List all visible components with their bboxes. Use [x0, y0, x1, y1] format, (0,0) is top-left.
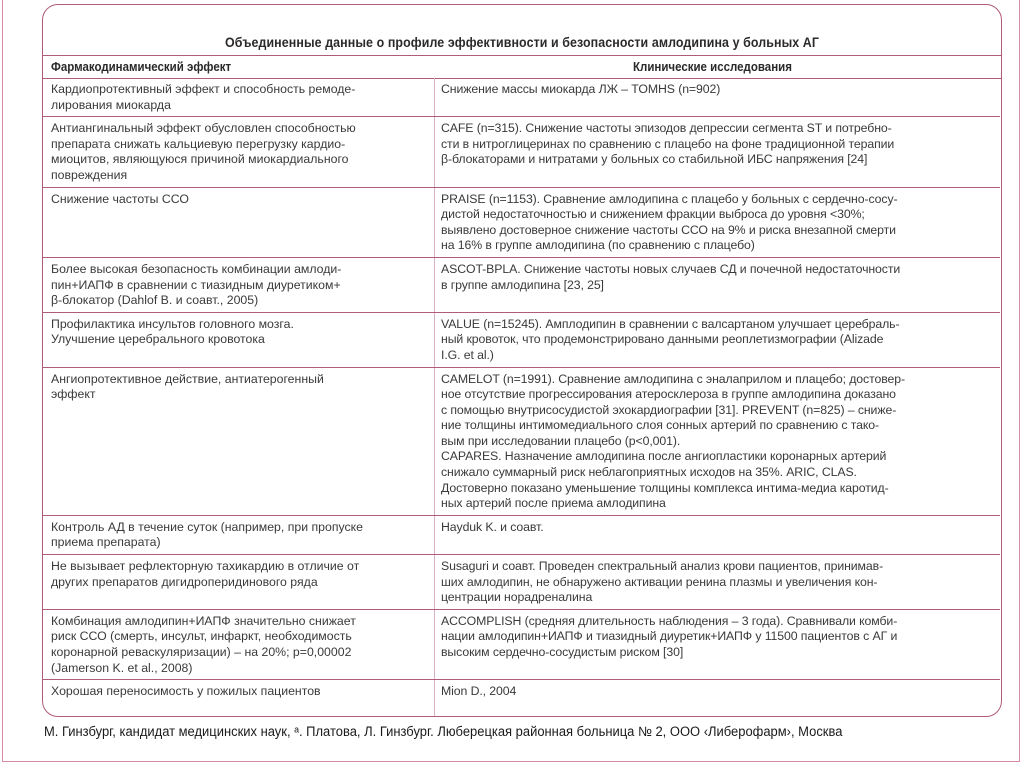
authors-footer: М. Гинзбург, кандидат медицинских наук, ᵃ. Платова, Л. Гинзбург. Люберецкая районная больница № 2, ООО ‹Либерофарм›, Москва	[44, 724, 843, 739]
table-row	[43, 515, 1000, 554]
column-header-effect: Фармакодинамический эффект	[51, 60, 232, 74]
cell-text-line: выявлено достоверное снижение частоты ССО на 9% и риска внезапной смерти	[441, 222, 896, 237]
studies-cell	[435, 78, 1001, 117]
cell-text-line: других препаратов дигидроперидинового ряда	[51, 574, 318, 589]
studies-cell	[435, 117, 1001, 187]
cell-text-line: Контроль АД в течение суток (например, при пропуске	[51, 519, 363, 534]
cell-text-line: Достоверно показано уменьшение толщины комплекса интима-медиа каротид-	[441, 480, 889, 495]
table-row	[43, 78, 1000, 117]
cell-text-line: лирования миокарда	[51, 97, 171, 112]
cell-text-line: ное отсутствие прогрессирования атеросклероза в группе амлодипина доказано	[441, 387, 896, 402]
cell-text-line: коронарной реваскуляризации) – на 20%; p=0,00002	[51, 645, 352, 659]
table-row	[43, 312, 1000, 367]
cell-text-line: Hayduk K. и соавт.	[441, 519, 544, 534]
cell-text-line: Susaguri и соавт. Проведен спектральный анализ крови пациентов, принимав-	[441, 559, 884, 574]
studies-cell	[435, 555, 1001, 610]
effect-cell	[43, 78, 435, 117]
cell-text-line: Комбинация амлодипин+ИАПФ значительно снижает	[51, 613, 356, 628]
cell-text-line: Mion D., 2004	[441, 684, 517, 699]
cell-text-line: ных артерий после приема амлодипина	[441, 496, 666, 511]
cell-text-line: на 16% в группе амлодипина (по сравнению с плацебо)	[441, 238, 755, 253]
cell-text-line: CAFE (n=315). Снижение частоты эпизодов депрессии сегмента ST и потребно-	[441, 121, 892, 136]
table-row	[43, 117, 1000, 187]
studies-cell	[435, 367, 1001, 515]
cell-text-line: ASCOT-BPLA. Снижение частоты новых случаев СД и почечной недостаточности	[441, 261, 901, 276]
cell-text-line: β-блокатор (Dahlof B. и соавт., 2005)	[51, 293, 259, 308]
effect-cell	[43, 257, 435, 312]
effect-cell	[43, 187, 435, 257]
studies-cell	[435, 312, 1001, 367]
table-row	[43, 367, 1000, 515]
cell-text-line	[441, 700, 994, 716]
effect-cell	[43, 367, 435, 515]
studies-cell	[435, 680, 1001, 717]
cell-text-line: I.G. et al.)	[441, 347, 494, 362]
column-header-studies: Клинические исследования	[633, 60, 792, 74]
table-title: Объединенные данные о профиле эффективности и безопасности амлодипина у больных АГ	[224, 35, 820, 50]
effect-cell	[43, 555, 435, 610]
cell-text-line: Антиангинальный эффект обусловлен способностью	[51, 121, 356, 136]
cell-text-line: препарата снижать кальциевую перегрузку кардио-	[51, 136, 346, 151]
cell-text-line: нации амлодипин+ИАПФ и тиазидный диуретик+ИАПФ у 11500 пациентов с АГ и	[441, 629, 898, 644]
effect-cell	[43, 312, 435, 367]
cell-text-line: VALUE (n=15245). Амплодипин в сравнении с валсартаном улучшает церебраль-	[441, 316, 900, 331]
cell-text-line: риск ССО (смерть, инсульт, инфаркт, необходимость	[51, 629, 352, 644]
cell-text-line: эффект	[51, 387, 96, 402]
cell-text-line: снижало суммарный риск неблагоприятных исходов на 35%. ARIC, CLAS.	[441, 465, 857, 480]
cell-text-line: ших амлодипин, не обнаружено активации ренина плазмы и увеличения кон-	[441, 574, 878, 589]
table-row	[43, 680, 1000, 717]
cell-text-line: высоким сердечно-сосудистым риском [30]	[441, 645, 684, 659]
cell-text-line: дистой недостаточностью и снижением фракции выброса до уровня <30%;	[441, 207, 865, 222]
cell-text-line: ный кровоток, что продемонстрировано данными реоплетизмографии (Alizade	[441, 332, 884, 347]
cell-text-line: пин+ИАПФ в сравнении с тиазидным диуретиком+	[51, 277, 341, 292]
cell-text-line: Улучшение церебрального кровотока	[51, 332, 265, 347]
table-row	[43, 555, 1000, 610]
cell-text-line: Хорошая переносимость у пожилых пациентов	[51, 684, 321, 699]
cell-text-line: CAMELOT (n=1991). Сравнение амлодипина с эналаприлом и плацебо; достовер-	[441, 371, 905, 386]
cell-text-line: Более высокая безопасность комбинации амлоди-	[51, 261, 342, 276]
table-row	[43, 187, 1000, 257]
cell-text-line: в группе амлодипина [23, 25]	[441, 277, 604, 292]
cell-text-line: ние толщины интимомедиального слоя сонных артерий по сравнению с тако-	[441, 418, 879, 433]
cell-text-line: ACCOMPLISH (средняя длительность наблюдения – 3 года). Сравнивали комби-	[441, 613, 898, 628]
studies-cell	[435, 257, 1001, 312]
cell-text-line: Кардиопротективный эффект и способность ремоде-	[51, 82, 356, 96]
effect-cell	[43, 609, 435, 679]
cell-text-line: с помощью внутрисосудистой эхокардиографии [31]. PREVENT (n=825) – сниже-	[441, 402, 897, 417]
cell-text-line: вым при исследовании плацебо (p<0,001).	[441, 433, 681, 448]
studies-cell	[435, 609, 1001, 679]
cell-text-line: сти в нитроглицеринах по сравнению с плацебо на фоне традиционной терапии	[441, 136, 895, 151]
studies-cell	[435, 515, 1001, 554]
effect-cell	[43, 117, 435, 187]
table-row	[43, 609, 1000, 679]
cell-text-line: CAPARES. Назначение амлодипина после ангиопластики коронарных артерий	[441, 449, 887, 464]
cell-text-line: повреждения	[51, 167, 128, 182]
cell-text-line: Профилактика инсультов головного мозга.	[51, 316, 294, 331]
cell-text-line: центрации норадреналина	[441, 590, 593, 605]
cell-text-line: Снижение массы миокарда ЛЖ – TOMHS (n=902)	[441, 82, 721, 96]
cell-text-line: Ангиопротективное действие, антиатерогенный	[51, 371, 324, 386]
table-row	[43, 257, 1000, 312]
cell-text-line: Снижение частоты ССО	[51, 191, 189, 206]
cell-text-line	[441, 98, 994, 114]
cell-text-line: β-блокаторами и нитратами у больных со стабильной ИБС напряжения [24]	[441, 152, 868, 167]
table-header	[43, 55, 1001, 79]
cell-text-line	[441, 535, 994, 551]
table-card	[42, 4, 1002, 717]
effect-cell	[43, 680, 435, 717]
cell-text-line: приема препарата)	[51, 535, 161, 550]
studies-cell	[435, 187, 1001, 257]
cell-text-line: PRAISE (n=1153). Сравнение амлодипина с плацебо у больных с сердечно-сосу-	[441, 191, 898, 206]
cell-text-line: Не вызывает рефлекторную тахикардию в отличие от	[51, 559, 360, 574]
cell-text-line: (Jamerson K. et al., 2008)	[51, 660, 193, 675]
effect-cell	[43, 515, 435, 554]
data-table	[43, 78, 1000, 717]
cell-text-line: миоцитов, являющуюся причиной миокардиального	[51, 152, 349, 167]
